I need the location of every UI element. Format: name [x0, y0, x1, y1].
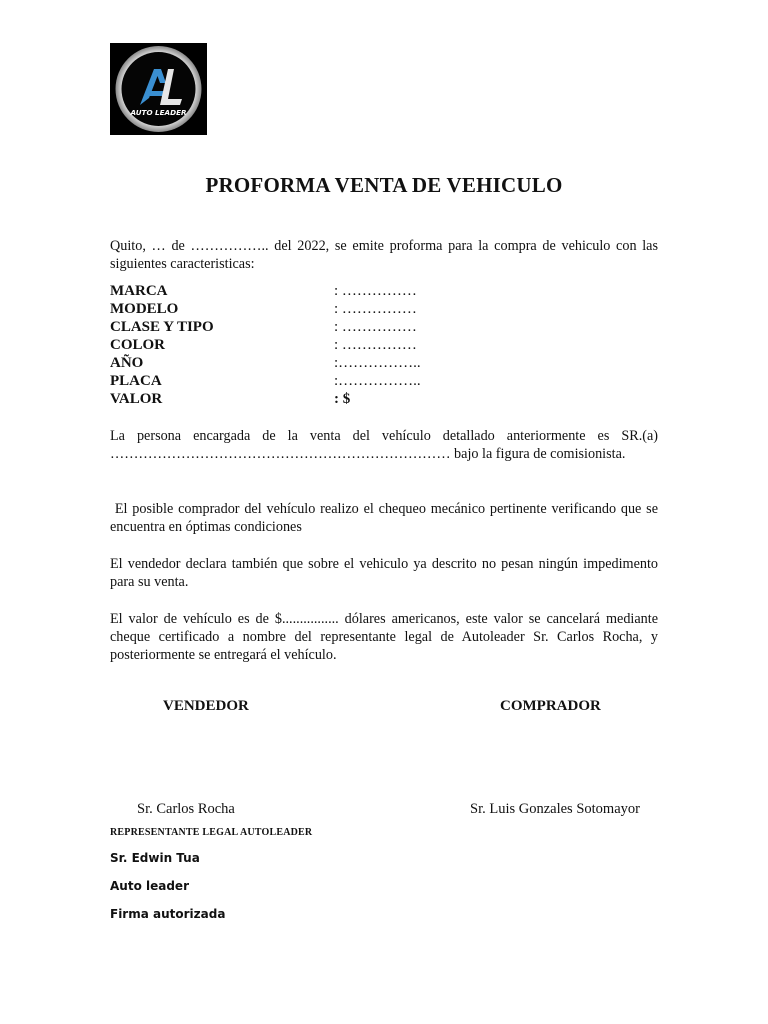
- spec-row-valor: [110, 390, 658, 408]
- spec-label: COLOR: [110, 337, 166, 353]
- buyer-name: Sr. Luis Gonzales Sotomayor: [470, 801, 640, 817]
- company-name: Auto leader: [110, 879, 189, 893]
- spec-value: : $: [334, 391, 351, 407]
- spec-label: MARCA: [110, 283, 168, 299]
- buyer-heading: COMPRADOR: [500, 698, 601, 714]
- spec-value: : ……………: [334, 337, 417, 353]
- seller-paragraph: La persona encargada de la venta del vehículo detallado anteriormente es SR.(a) ……………………………………………………………… bajo la figura de comisionista.: [110, 428, 658, 462]
- vehicle-specs: [110, 282, 658, 408]
- spec-value: :……………..: [334, 355, 421, 371]
- representative-name: Sr. Edwin Tua: [110, 851, 200, 865]
- spec-row-clase-tipo: [110, 318, 658, 336]
- document-title: PROFORMA VENTA DE VEHICULO: [205, 173, 563, 197]
- spec-value: : ……………: [334, 301, 417, 317]
- representative-label: REPRESENTANTE LEGAL AUTOLEADER: [110, 827, 313, 838]
- spec-row-color: [110, 336, 658, 354]
- spec-label: CLASE Y TIPO: [110, 319, 214, 335]
- spec-label: PLACA: [110, 373, 162, 389]
- spec-row-placa: [110, 372, 658, 390]
- seller-heading: VENDEDOR: [163, 698, 249, 714]
- logo-brand-text: AUTO LEADER: [130, 108, 187, 117]
- spec-row-marca: [110, 282, 658, 300]
- spec-value: : ……………: [334, 283, 417, 299]
- seller-name: Sr. Carlos Rocha: [137, 801, 235, 817]
- spec-label: MODELO: [110, 301, 179, 317]
- spec-label: VALOR: [110, 391, 163, 407]
- inspection-paragraph: El posible comprador del vehículo realizo el chequeo mecánico pertinente verificando que se encuentra en óptimas condiciones: [110, 501, 662, 535]
- auto-leader-logo: [110, 43, 207, 135]
- declaration-paragraph: El vendedor declara también que sobre el vehiculo ya descrito no pesan ningún impedimento para su venta.: [110, 556, 658, 590]
- spec-row-modelo: [110, 300, 658, 318]
- authorized-signature-label: Firma autorizada: [110, 907, 226, 921]
- spec-value: :……………..: [334, 373, 421, 389]
- payment-paragraph: El valor de vehículo es de $................ dólares americanos, este valor se cancelará mediante cheque certificado a nombre del representante legal de Autoleader Sr. Carlos Rocha, y posteriormente se entregará el vehículo.: [110, 611, 658, 663]
- spec-label: AÑO: [110, 355, 144, 371]
- intro-paragraph: Quito, … de …………….. del 2022, se emite proforma para la compra de vehiculo con las siguientes caracteristicas:: [110, 238, 658, 272]
- spec-value: : ……………: [334, 319, 417, 335]
- spec-row-ano: [110, 354, 658, 372]
